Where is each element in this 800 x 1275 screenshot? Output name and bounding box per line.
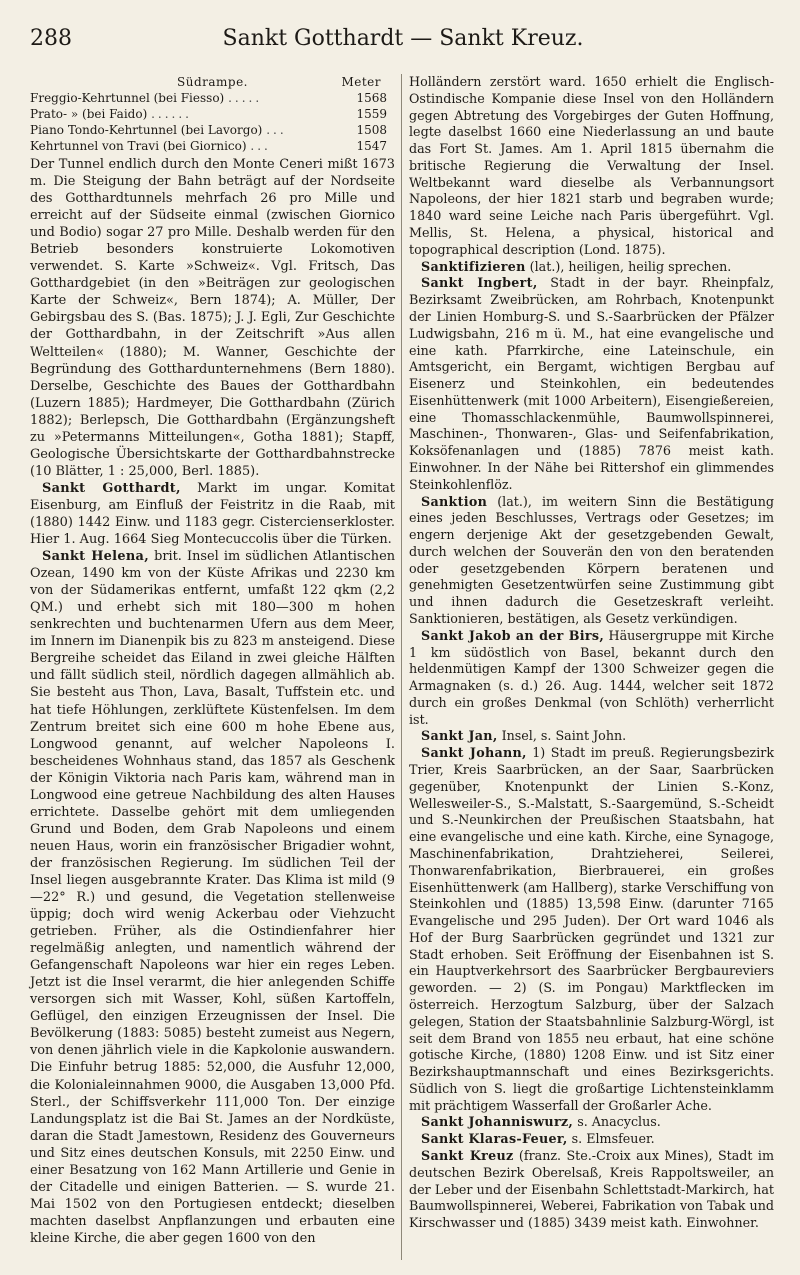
entry-sankt-johann: [409, 745, 774, 1114]
entry-lemma: Sankt Jan,: [421, 728, 498, 744]
entry-sankt-jan: [409, 728, 774, 745]
running-head: Sankt Gotthardt — Sankt Kreuz.: [222, 26, 584, 51]
tunnel-height: 1508: [356, 123, 387, 137]
entry-lemma: Sankt Klaras-Feuer,: [421, 1131, 568, 1147]
gotthard-continuation-paragraph: Der Tunnel endlich durch den Monte Ceneri mißt 1673 m. Die Steigung der Bahn beträgt auf der Nordseite des Gotthardtunnels mehrfach 26 pro Mille und erreicht auf der Südseite einmal (zwischen Giornico und Bodio) sogar 27 pro Mille. Deshalb werden für den Betrieb besonders konstruierte Lokomotiven verwendet. S. Karte »Schweiz«. Vgl. Fritsch, Das Gotthardgebiet (in den »Beiträgen zur geologischen Karte der Schweiz«, Bern 1874); A. Müller, Der Gebirgsbau des S. (Bas. 1875); J. J. Egli, Zur Geschichte der Gotthardbahn, in der Zeitschrift »Aus allen Weltteilen« (1880); M. Wanner, Geschichte der Begründung des Gotthardunternehmens (Bern 1880). Derselbe, Geschichte des Baues der Gotthardbahn (Luzern 1885); Hardmeyer, Die Gotthardbahn (Zürich 1882); Berlepsch, Die Gotthardbahn (Ergänzungsheft zu »Petermanns Mitteilungen«, Gotha 1881); Stapff, Geologische Übersichtskarte der Gotthardbahnstrecke (10 Blätter, 1 : 25,000, Berl. 1885).: [30, 157, 395, 479]
tunnel-table: [30, 90, 395, 154]
entry-sankt-klaras-feuer: [409, 1131, 774, 1148]
tunnel-table-title: [30, 74, 395, 90]
entry-text: s. Anacyclus.: [573, 1114, 661, 1130]
entry-sanktifizieren: [409, 259, 774, 276]
entry-text: (franz. Ste.-Croix aux Mines), Stadt im deutschen Bezirk Oberelsaß, Kreis Rappoltsweiler, an der Leber und der Eisenbahn Schlettstadt-Markirch, hat Baumwollspinnerei, Weberei, Fabrikation von Tabak und Kirschwasser und (1885) 3439 meist kath. Einwohner.: [409, 1148, 774, 1231]
entry-lemma: Sankt Ingbert,: [421, 275, 538, 291]
tunnel-height: 1547: [356, 139, 387, 153]
tunnel-table-heading: Südrampe.: [177, 75, 248, 89]
entry-text: s. Elmsfeuer.: [567, 1131, 655, 1147]
entry-lemma: Sankt Kreuz: [421, 1148, 514, 1163]
table-row: Piano Tondo-Kehrtunnel (bei Lavorgo) ... 1508: [30, 122, 395, 138]
helena-continuation-paragraph: Holländern zerstört ward. 1650 erhielt die Englisch-Ostindische Kompanie diese Insel von den Holländern gegen Abtretung des Vorgebirges der Guten Hoffnung, legte daselbst 1660 eine Niederlassung an und baute das Fort St. James. Am 1. April 1815 übernahm die britische Regierung die Verwaltung der Insel. Weltbekannt ward dieselbe als Verbannungsort Napoleons, der hier 1821 starb und begraben wurde; 1840 ward seine Leiche nach Paris übergeführt. Vgl. Mellis, St. Helena, a physical, historical and topographical description (Lond. 1875).: [409, 74, 774, 257]
entry-sankt-kreuz: [409, 1148, 774, 1232]
entry-sankt-johanniswurz: [409, 1114, 774, 1131]
page-header: [30, 20, 776, 56]
entry-sanktion: [409, 494, 774, 628]
entry-lemma: Sankt Johanniswurz,: [421, 1114, 574, 1130]
entry-text: Häusergruppe mit Kirche 1 km südöstlich von Basel, bekannt durch den heldenmütigen Kampf der 1300 Schweizer gegen die Armagnaken (s. d.) 26. Aug. 1444, welcher seit 1872 durch ein großes Denkmal (von Schlöth) verherrlicht ist.: [409, 627, 774, 727]
entry-lemma: Sanktifizieren: [421, 258, 526, 274]
entry-sankt-helena: [30, 548, 395, 1247]
entry-text: Insel, s. Saint John.: [497, 728, 627, 744]
entry-text: (lat.), im weitern Sinn die Bestätigung eines jeden Beschlusses, Vertrags oder Gesetzes; im engern derjenige Akt der gesetzgebenden Gewalt, durch welchen der Souverän den von den beratenden oder gesetzgebenden Körpern beratenen und genehmigten Gesetzentwürfen seine Zustimmung gibt und ihnen dadurch die Gesetzeskraft verleiht. Sanktionieren, bestätigen, als Gesetz verkündigen.: [409, 493, 774, 626]
page-number: 288: [30, 26, 72, 51]
table-row: Freggio-Kehrtunnel (bei Fiesso) ..... 1568: [30, 90, 395, 106]
tunnel-table-unit: Meter: [341, 75, 381, 89]
entry-lemma: Sankt Helena,: [42, 549, 149, 565]
tunnel-height: 1568: [356, 91, 387, 105]
tunnel-name: Freggio-Kehrtunnel (bei Fiesso): [30, 91, 225, 105]
entry-text: brit. Insel im südlichen Atlantischen Ozean, 1490 km von der Küste Afrikas und 2230 km von der Südamerikas entfernt, umfaßt 122 qkm (2,2 QM.) und erhebt sich mit 180—300 m hohen senkrechten und buchtenarmen Ufern aus dem Meer, im Innern im Dianenpik bis zu 823 m ansteigend. Diese Bergreihe scheidet das Eiland in zwei gleiche Hälften und fällt südlich steil, nördlich dagegen allmählich ab. Sie besteht aus Thon, Lava, Basalt, Tuffstein etc. und hat tiefe Höhlungen, zerklüftete Küstenfelsen. Im dem Zentrum breitet sich eine 600 m hohe Ebene aus, Longwood genannt, auf welcher Napoleons I. bescheidenes Wohnhaus stand, das 1857 als Geschenk der Königin Viktoria nach Paris kam, während man in Longwood eine getreue Nachbildung des alten Hauses errichtete. Dasselbe gehört mit dem umliegenden Grund und Boden, dem Grab Napoleons und einem neuen Haus, worin ein französischer Brigadier wohnt, der französischen Regierung. Im südlichen Teil der Insel liegen ausgebrannte Krater. Das Klima ist mild (9—22° R.) und gesund, die Vegetation stellenweise üppig; doch wird wenig Ackerbau oder Viehzucht getrieben. Früher, als die Ostindienfahrer hier regelmäßig anlegten, und namentlich während der Gefangenschaft Napoleons war hier ein reges Leben. Jetzt ist die Insel verarmt, die hier anlegenden Schiffe versorgen sich mit Wasser, Kohl, süßen Kartoffeln, Geflügel, den einzigen Erzeugnissen der Insel. Die Bevölkerung (1883: 5085) besteht zumeist aus Negern, von denen jährlich viele in die Kapkolonie auswandern. Die Einfuhr betrug 1885: 52,000, die Ausfuhr 12,000, die Kolonialeinnahmen 9000, die Ausgaben 13,000 Pfd. Sterl., der Schiffsverkehr 111,000 Ton. Der einzige Landungsplatz ist die Bai St. James an der Nordküste, daran die Stadt Jamestown, Residenz des Gouverneurs und Sitz eines deutschen Konsuls, mit 2250 Einw. und einer Besatzung von 162 Mann Artillerie und Genie in der Citadelle und einigen Batterien. — S. wurde 21. Mai 1502 von den Portugiesen entdeckt; dieselben machten daselbst Anpflanzungen und erbauten eine kleine Kirche, die aber gegen 1600 von den: [30, 549, 395, 1246]
right-column: [409, 74, 774, 1232]
left-column: [30, 74, 395, 1247]
entry-lemma: Sankt Jakob an der Birs,: [421, 627, 605, 643]
tunnel-name: Prato- » (bei Faido): [30, 107, 148, 121]
tunnel-name: Piano Tondo-Kehrtunnel (bei Lavorgo): [30, 123, 263, 137]
entry-text: 1) Stadt im preuß. Regierungsbezirk Trier, Kreis Saarbrücken, an der Saar, Saarbrücken gegenüber, Knotenpunkt der Linien S.-Konz, Wellesweiler-S., S.-Malstatt, S.-Saargemünd, S.-Scheidt und S.-Neunkirchen der Preußischen Staatsbahn, hat eine evangelische und eine kath. Kirche, eine Synagoge, Maschinenfabrikation, Drahtzieherei, Seilerei, Thonwarenfabrikation, Bierbrauerei, ein großes Eisenhüttenwerk (am Hallberg), starke Verschiffung von Steinkohlen und (1885) 13,598 Einw. (darunter 7165 Evangelische und 295 Juden). Der Ort ward 1046 als Hof der Burg Saarbrücken gegründet und 1321 zur Stadt erhoben. Seit Eröffnung der Eisenbahnen ist S. ein Hauptverkehrsort des Saarbrücker Bergbaureviers geworden. — 2) (S. im Pongau) Marktflecken im österreich. Herzogtum Salzburg, über der Salzach gelegen, Station der Staatsbahnlinie Salzburg-Wörgl, ist seit dem Brand von 1855 neu erbaut, hat eine schöne gotische Kirche, (1880) 1208 Einw. und ist Sitz einer Bezirkshauptmannschaft und eines Bezirksgerichts. Südlich von S. liegt die großartige Lichtensteinklamm mit prächtigem Wasserfall der Großarler Ache.: [409, 745, 775, 1113]
entry-sankt-jakob-an-der-birs: [409, 628, 774, 729]
tunnel-height: 1559: [356, 107, 387, 121]
column-divider: [401, 74, 402, 1260]
tunnel-name: Kehrtunnel von Travi (bei Giornico): [30, 139, 247, 153]
table-row: Kehrtunnel von Travi (bei Giornico) ... 1547: [30, 138, 395, 154]
entry-text: Stadt in der bayr. Rheinpfalz, Bezirksamt Zweibrücken, am Rohrbach, Knotenpunkt der Linien Homburg-S. und S.-Saarbrücken der Pfälzer Ludwigsbahn, 216 m ü. M., hat eine evangelische und eine kath. Pfarrkirche, eine Lateinschule, ein Amtsgericht, ein Bergamt, wichtigen Bergbau auf Eisenerz und Steinkohlen, ein bedeutendes Eisenhüttenwerk (mit 1000 Arbeitern), Eisengießereien, eine Thomasschlackenmühle, Baumwollspinnerei, Maschinen-, Thonwaren-, Glas- und Seifenfabrikation, Koksöfenanlagen und (1885) 7876 meist kath. Einwohner. In der Nähe bei Rittershof ein glimmendes Steinkohlenflöz.: [409, 275, 775, 492]
entry-lemma: Sankt Johann,: [421, 745, 527, 761]
entry-text: (lat.), heiligen, heilig sprechen.: [525, 258, 732, 274]
entry-text: Markt im ungar. Komitat Eisenburg, am Einfluß der Feistritz in die Raab, mit (1880) 1442 Einw. und 1183 gegr. Cistercienserkloster. Hier 1. Aug. 1664 Sieg Montecuccolis über die Türken.: [30, 480, 395, 548]
entry-sankt-ingbert: [409, 275, 774, 493]
entry-lemma: Sankt Gotthardt,: [42, 480, 181, 496]
table-row: Prato- » (bei Faido) ...... 1559: [30, 106, 395, 122]
entry-sankt-gotthardt: [30, 480, 395, 548]
entry-lemma: Sanktion: [421, 493, 488, 509]
